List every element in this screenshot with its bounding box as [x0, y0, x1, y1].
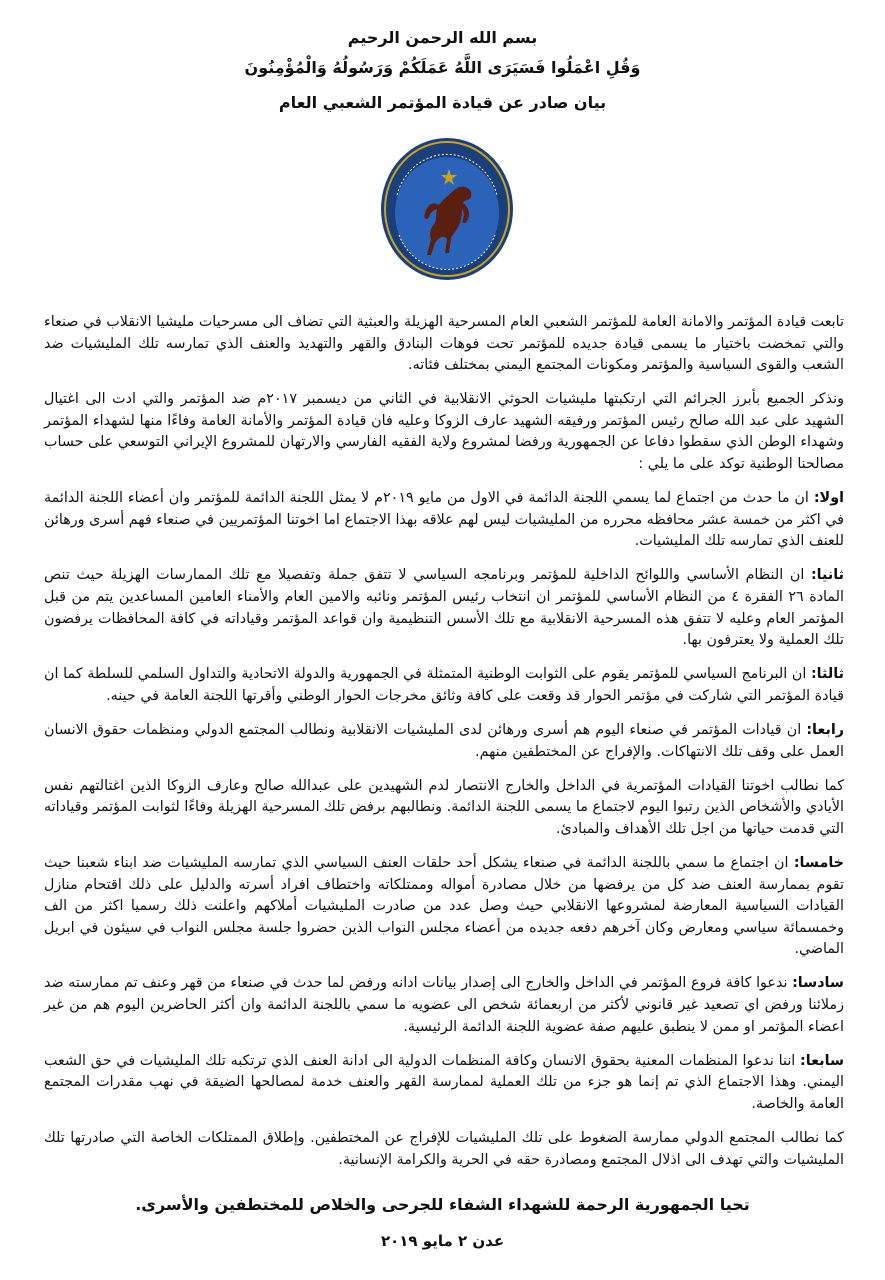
- paragraph-intro: تابعت قيادة المؤتمر والامانة العامة للمؤتمر الشعبي العام المسرحية الهزيلة والعبثية التي تضاف الى مسرحيات مليشيا الانقلاب في صنعاء والتي تمخضت باختيار ما يسمى قيادة جديده للمؤتمر تحت فوهات البنادق والقهر والتهديد والعنف الذي تمارسه تلك المليشيات ضد الشعب والقوى السياسية والمؤتمر ومكونات المجتمع اليمني بمختلف فئاته.: [44, 314, 844, 374]
- paragraph-fifth: خامسا: ان اجتماع ما سمي باللجنة الدائمة في صنعاء يشكل أحد حلقات العنف السياسي الذي تمارسه المليشيات ضد ابناء شعبنا حيث تقوم بممارسة العنف ضد كل من يرفضها من خلال مصادرة أمواله وممتلكاته واختطاف افراد أسرته والدليل على ذلك اقتحام منازل القيادات السياسية المعارضة لمشروعها الانقلابي حيث وصل عدد من صادرت المليشيات أملاكهم واعلنت ذلك رسميا اكثر من الف وخمسمائة سياسي ومعارض وكان آخرهم دفعه جديده من أعضاء مجلس النواب الذين حضروا جلسة مجلس النواب في سيئون في ابريل الماضي.: [44, 854, 844, 958]
- paragraph-third: ثالثا: ان البرنامج السياسي للمؤتمر يقوم على الثوابت الوطنية المتمثلة في الجمهورية والدولة الاتحادية والتداول السلمي للسلطة كما ان قيادة المؤتمر التي شاركت في مؤتمر الحوار قد وقعت على كافة وثائق مخرجات الحوار الوطني وأقرتها اللجنة العامة في حينه.: [44, 666, 844, 704]
- quran-verse: وَقُلِ اعْمَلُوا فَسَيَرَى اللَّهُ عَمَلَكُمْ وَرَسُولُهُ وَالْمُؤْمِنُونَ: [244, 58, 641, 77]
- paragraph-second: ثانيا: ان النظام الأساسي واللوائح الداخلية للمؤتمر وبرنامجه السياسي لا تتفق جملة وتفصيلا مع تلك الممارسات الهزيلة حيث تنص المادة ٢٦ الفقرة ٤ من النظام الأساسي للمؤتمر ان انتخاب رئيس المؤتمر ونائبه والامين العام والأمناء العامين المساعدين يتم من قبل المؤتمر العام وعليه لا تتفق هذه المسرحية الانقلابية مع تلك الأسس التنظيمية وان قواعد المؤتمر وقياداته في كافة المحافظات يرفضون تلك العملية ولا يعترفون بها.: [44, 567, 845, 649]
- party-logo: [377, 135, 517, 283]
- paragraph-call-leaders: كما نطالب اخوتنا القيادات المؤتمرية في الداخل والخارج الانتصار لدم الشهيدين على عبدالله صالح وعارف الزوكا الذين اغتالتهم نفس الأيادي والأشخاص الذين رتبوا اليوم لاجتماع ما يسمى اللجنة الدائمة. ونطالبهم برفض تلك المسرحية الهزيلة وفاءًا لثوابت المؤتمر وقياداته التي قدمت حياتها من اجل تلك الأهداف والمبادئ.: [44, 777, 844, 837]
- place-date: عدن ٢ مايو ٢٠١٩: [380, 1232, 505, 1250]
- paragraph-seventh: سابعا: اننا ندعوا المنظمات المعنية بحقوق الانسان وكافة المنظمات الدولية الى ادانة العنف الذي ترتكبه تلك المليشيات في حق الشعب اليمني. وهذا الاجتماع الذي تم إنما هو جزء من تلك العملية لممارسة القهر والعنف خدمة لمصالحها الضيقة في نهب مقدرات المجتمع العامة والخاصة.: [44, 1052, 844, 1112]
- closing-slogan: تحيا الجمهورية الرحمة للشهداء الشفاء للجرحى والخلاص للمختطفين والأسرى.: [135, 1195, 750, 1214]
- horse-emblem-icon: [381, 138, 513, 280]
- paragraph-fourth: رابعا: ان قيادات المؤتمر في صنعاء اليوم هم أسرى ورهائن لدى المليشيات الانقلابية ونطالب المجتمع الدولي ومنظمات حقوق الانسان العمل على وقف تلك الانتهاكات. والإفراج عن المختطفين منهم.: [44, 722, 844, 760]
- statement-body: [44, 312, 844, 1184]
- paragraph-international: كما نطالب المجتمع الدولي ممارسة الضغوط على تلك المليشيات للإفراج عن المختطفين. وإطلاق الممتلكات الخاصة التي صادرتها تلك المليشيات والتي تهدف الى اذلال المجتمع ومصادرة حقه في الحرية والكرامة الإنسانية.: [44, 1130, 844, 1168]
- paragraph-reminder: ونذكر الجميع بأبرز الجرائم التي ارتكبتها مليشيات الحوثي الانقلابية في الثاني من ديسمبر ٢٠١٧م ضد المؤتمر والتي ادت الى اغتيال الشهيد على عبد الله صالح رئيس المؤتمر ورفيقه الشهيد عارف الزوكا وعليه فان قيادة المؤتمر والأمانة العامة وفاءًا منها لشهداء المؤتمر وشهداء الوطن الذي سقطوا دفاعا عن الجمهورية ورفضا لمشروع ولاية الفقيه الفارسي والارتهان للمشروع الإيراني التوسعي على حساب مصالحنا الوطنية توكد على ما يلي :: [44, 391, 844, 473]
- paragraph-sixth: سادسا: ندعوا كافة فروع المؤتمر في الداخل والخارج الى إصدار بيانات ادانه ورفض لما حدث في صنعاء من قهر وعنف تم ممارسته ضد زملائنا ورفض اي تصعيد غير قانوني لأكثر من اربعمائة شخص الى عضويه ما سمي باللجنة الدائمة وان أكثر الحاضرين اليوم هم من غير اعضاء المؤتمر او ممن لا ينطبق عليهم صفة عضوية اللجنة الدائمة الرئيسية.: [44, 975, 844, 1035]
- basmala: بسم الله الرحمن الرحيم: [347, 28, 538, 47]
- statement-title: بيان صادر عن قيادة المؤتمر الشعبي العام: [278, 93, 607, 112]
- paragraph-first: اولا: ان ما حدث من اجتماع لما يسمي اللجنة الدائمة في الاول من مايو ٢٠١٩م لا يمثل اللجنة الدائمة للمؤتمر وان أعضاء اللجنة الدائمة في اكثر من خمسة عشر محافظه محرره من المليشيات ليس لهم علاقه بهذا الاجتماع اما اخوتنا المؤتمريين في صنعاء فهم أسرى ورهائن للعنف الذي تمارسه تلك المليشيات.: [44, 490, 844, 550]
